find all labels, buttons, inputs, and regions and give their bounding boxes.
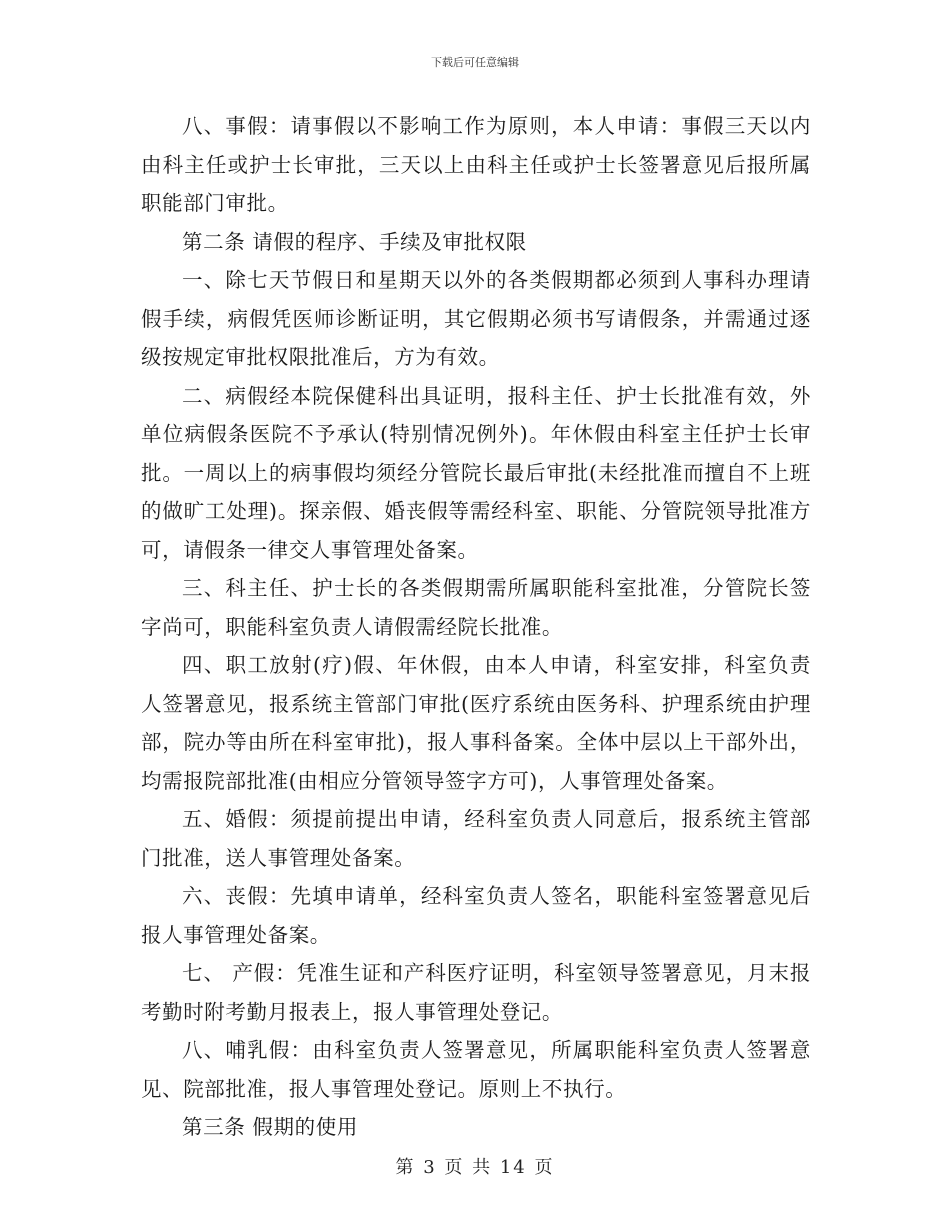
page-header-note: 下载后可任意编辑 bbox=[431, 56, 519, 69]
article-two-heading: 第二条 请假的程序、手续及审批权限 bbox=[182, 229, 527, 254]
paragraph-personal-leave: 八、事假：请事假以不影响工作为原则，本人申请：事假三天以内由科主任或护士长审批，三天以上由科主任或护士长签署意见后报所属职能部门审批。 bbox=[141, 114, 811, 215]
page-number: 第 3 页 共 14 页 bbox=[395, 1157, 555, 1178]
paragraph-procedure-one: 一、除七天节假日和星期天以外的各类假期都必须到人事科办理请假手续，病假凭医师诊断证明，其它假期必须书写请假条，并需通过逐级按规定审批权限批准后，方为有效。 bbox=[141, 268, 811, 369]
document-body bbox=[141, 107, 811, 1147]
paragraph-radiation-leave: 四、职工放射(疗)假、年休假，由本人申请，科室安排，科室负责人签署意见，报系统主管部门审批(医疗系统由医务科、护理系统由护理部，院办等由所在科室审批)，报人事科备案。全体中层以上干部外出，均需报院部批准(由相应分管领导签字方可)，人事管理处备案。 bbox=[141, 653, 811, 793]
paragraph-director-leave: 三、科主任、护士长的各类假期需所属职能科室批准，分管院长签字尚可，职能科室负责人请假需经院长批准。 bbox=[141, 576, 811, 639]
paragraph-marriage-leave: 五、婚假：须提前提出申请，经科室负责人同意后，报系统主管部门批准，送人事管理处备案。 bbox=[141, 807, 811, 870]
paragraph-nursing-leave: 八、哺乳假：由科室负责人签署意见，所属职能科室负责人签署意见、院部批准，报人事管理处登记。原则上不执行。 bbox=[141, 1038, 811, 1101]
article-three-heading: 第三条 假期的使用 bbox=[182, 1115, 358, 1139]
paragraph-funeral-leave: 六、丧假：先填申请单，经科室负责人签名，职能科室签署意见后报人事管理处备案。 bbox=[141, 884, 811, 947]
paragraph-sick-leave: 二、病假经本院保健科出具证明，报科主任、护士长批准有效，外单位病假条医院不予承认(特别情况例外)。年休假由科室主任护士长审批。一周以上的病事假均须经分管院长最后审批(未经批准而擅自不上班的做旷工处理)。探亲假、婚丧假等需经科室、职能、分管院领导批准方可，请假条一律交人事管理处备案。 bbox=[141, 383, 811, 562]
paragraph-maternity-leave: 七、 产假：凭准生证和产科医疗证明，科室领导签署意见，月末报考勤时附考勤月报表上，报人事管理处登记。 bbox=[141, 961, 811, 1024]
